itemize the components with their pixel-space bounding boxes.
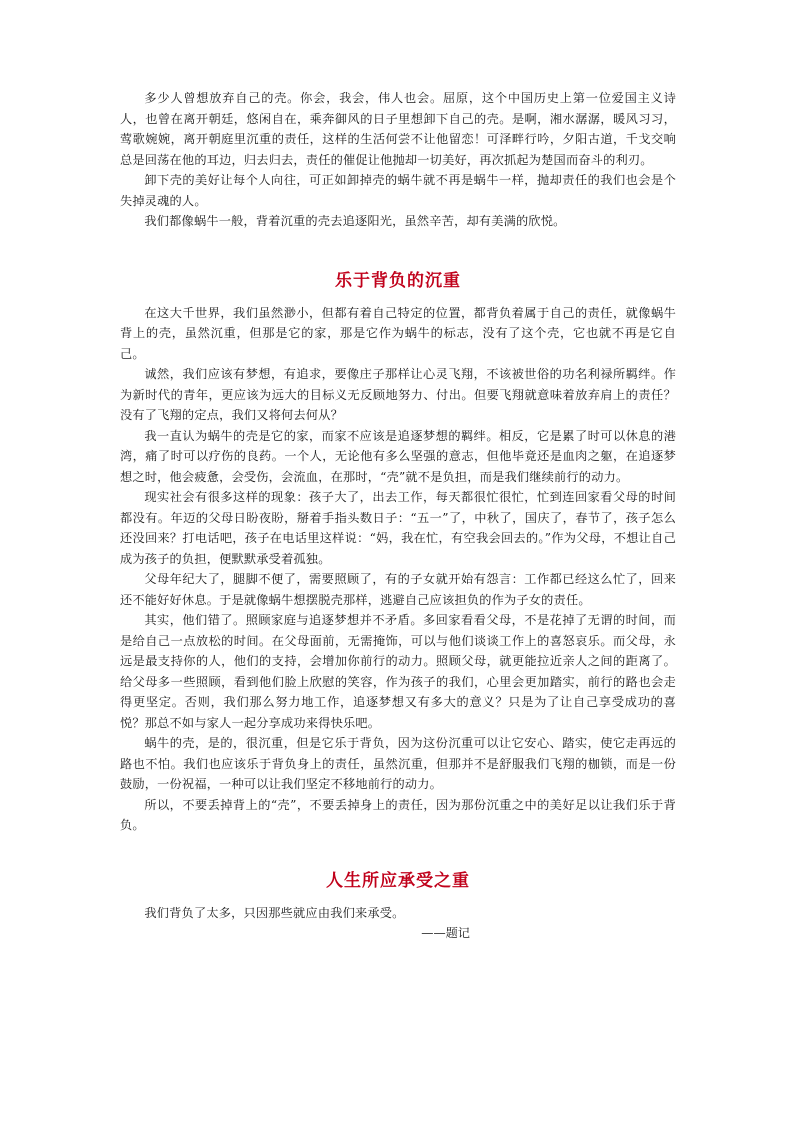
document-body [120, 88, 676, 943]
section1-paragraph-3: 我一直认为蜗牛的壳是它的家，而家不应该是追逐梦想的羁绊。相反，它是累了时可以休息的港湾，痛了时可以疗伤的良药。一个人，无论他有多么坚强的意志，但他毕竟还是血肉之躯，在追逐梦想之时，他会疲惫，会受伤，会流血，在那时，“壳”就不是负担，而是我们继续前行的动力。 [120, 428, 676, 484]
section1-paragraph-1: 在这大千世界，我们虽然渺小，但都有着自己特定的位置，都背负着属于自己的责任，就像蜗牛背上的壳，虽然沉重，但那是它的家，那是它作为蜗牛的标志，没有了这个壳，它也就不再是它自己。 [120, 305, 676, 361]
section1-paragraph-8: 所以，不要丢掉背上的“壳”，不要丢掉身上的责任，因为那份沉重之中的美好足以让我们乐于背负。 [120, 797, 676, 832]
section1-paragraph-6: 其实，他们错了。照顾家庭与追逐梦想并不矛盾。多回家看看父母，不是花掉了无谓的时间，而是给自己一点放松的时间。在父母面前，无需掩饰，可以与他们谈谈工作上的喜怒哀乐。而父母，永远是最支持你的人，他们的支持，会增加你前行的动力。照顾父母，就更能拉近亲人之间的距离了。给父母多一些照顾，看到他们脸上欣慰的笑容，作为孩子的我们，心里会更加踏实，前行的路也会走得更坚定。否则，我们那么努力地工作，追逐梦想又有多大的意义？只是为了让自己享受成功的喜悦？那总不如与家人一起分享成功来得快乐吧。 [120, 613, 676, 730]
section1-paragraph-7: 蜗牛的壳，是的，很沉重，但是它乐于背负，因为这份沉重可以让它安心、踏实，使它走再远的路也不怕。我们也应该乐于背负身上的责任，虽然沉重，但那并不是舒服我们飞翔的枷锁，而是一份鼓励，一份祝福，一种可以让我们坚定不移地前行的动力。 [120, 736, 676, 791]
intro-paragraph-3: 我们都像蜗牛一般，背着沉重的壳去追逐阳光，虽然辛苦，却有美满的欣悦。 [144, 214, 566, 228]
section-title-2: 人生所应承受之重 [326, 870, 470, 891]
section2-paragraph-1: 我们背负了太多，只因那些就应由我们来承受。 [144, 905, 405, 920]
intro-paragraph-1: 多少人曾想放弃自己的壳。你会，我会，伟人也会。屈原，这个中国历史上第一位爱国主义诗人，也曾在离开朝廷，悠闲自在，乘奔御风的日子里想卸下自己的壳。是啊，湘水潺潺，暖风习习，莺歌婉婉，离开朝庭里沉重的责任，这样的生活何尝不让他留恋！可泽畔行吟，夕阳古道，千戈交响总是回荡在他的耳边，归去归去，责任的催促让他抛却一切美好，再次抓起为楚国而奋斗的利刃。 [120, 91, 676, 167]
section1-paragraph-4: 现实社会有很多这样的现象：孩子大了，出去工作，每天都很忙很忙，忙到连回家看父母的时间都没有。年迈的父母日盼夜盼，掰着手指头数日子：“五一”了，中秋了，国庆了，春节了，孩子怎么还没回来？打电话吧，孩子在电话里这样说：“妈，我在忙，有空我会回去的。”作为父母，不想让自己成为孩子的负担，便默默承受着孤独。 [120, 490, 676, 566]
section1-paragraph-5: 父母年纪大了，腿脚不便了，需要照顾了，有的子女就开始有怨言：工作都已经这么忙了，回来还不能好好休息。于是就像蜗牛想摆脱壳那样，逃避自己应该担负的作为子女的责任。 [120, 572, 676, 607]
section-title-1: 乐于背负的沉重 [335, 270, 461, 291]
section1-paragraph-2: 诚然，我们应该有梦想，有追求，要像庄子那样让心灵飞翔，不该被世俗的功名利禄所羁绊。作为新时代的青年，更应该为远大的目标义无反顾地努力、付出。但要飞翔就意味着放弃肩上的责任？没有了飞翔的定点，我们又将何去何从？ [120, 367, 676, 422]
epigraph-signature: ——题记 [421, 926, 470, 940]
intro-paragraph-2: 卸下壳的美好让每个人向往，可正如卸掉壳的蜗牛就不再是蜗牛一样，抛却责任的我们也会是个失掉灵魂的人。 [120, 173, 676, 208]
